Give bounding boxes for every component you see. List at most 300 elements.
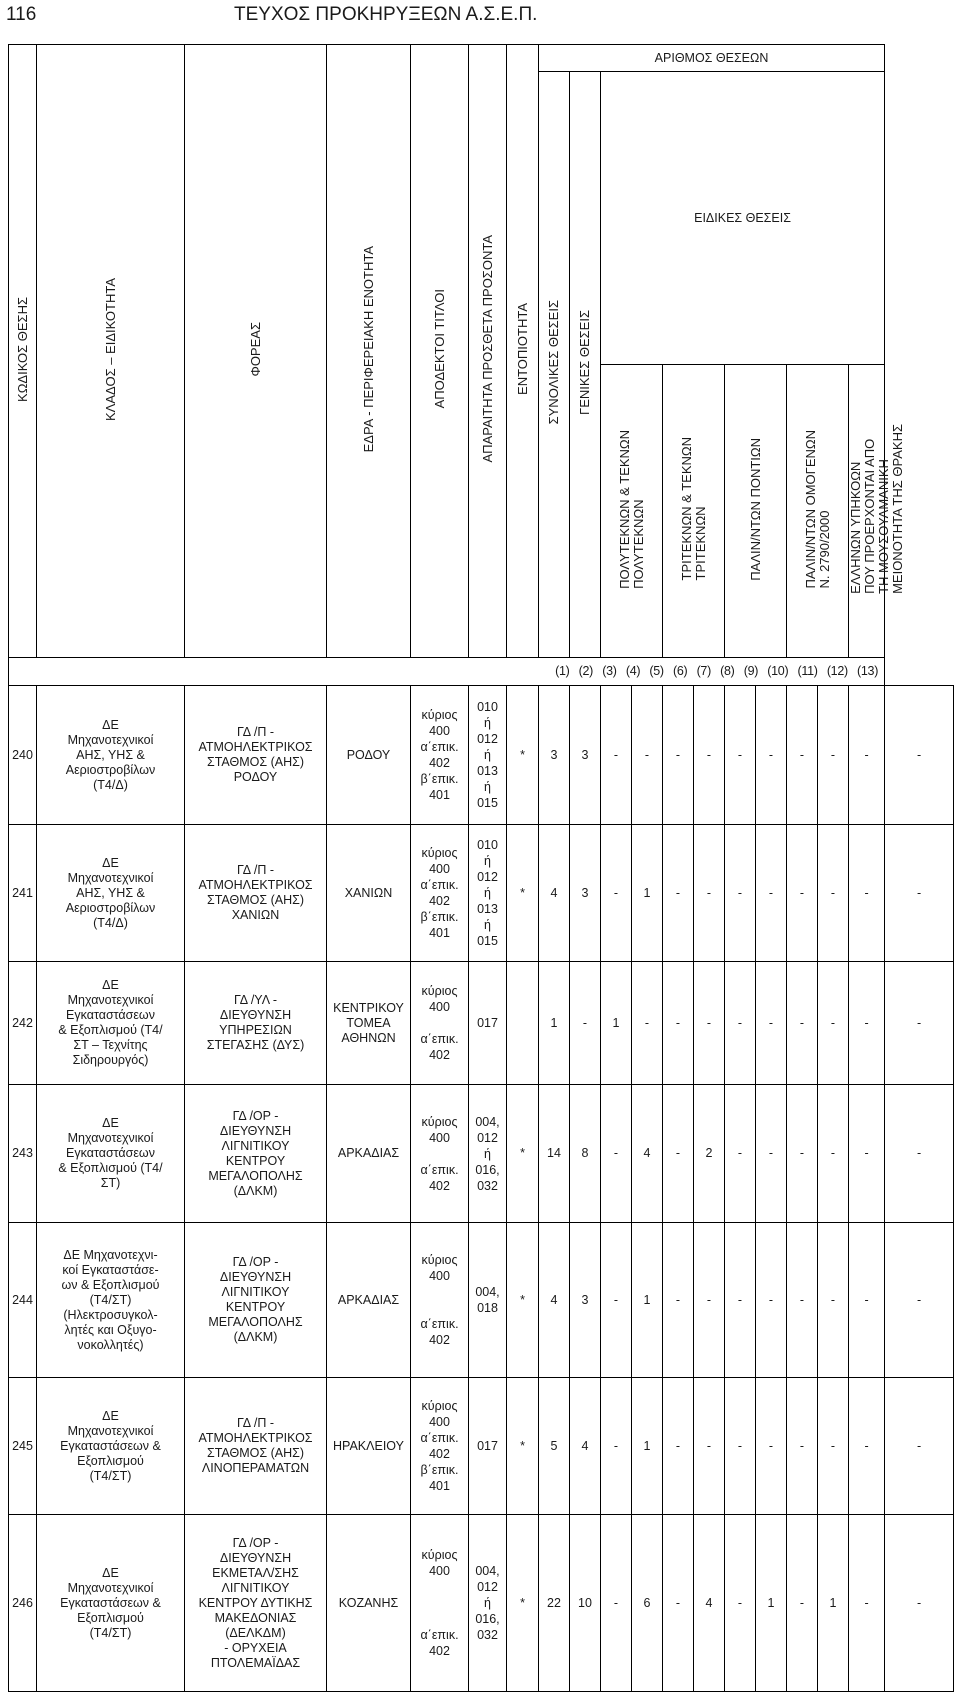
count-cell: 2 — [694, 1085, 725, 1223]
header-agency-cell — [185, 45, 327, 658]
count-cell: - — [756, 962, 787, 1085]
branch-line: Εξοπλισμού — [77, 1610, 144, 1625]
count-cell: - — [787, 962, 818, 1085]
agency-cell — [185, 1085, 327, 1223]
title-line: κύριος — [421, 846, 458, 860]
header-seat: ΕΔΡΑ - ΠΕΡΙΦΕΡΕΙΑΚΗ ΕΝΟΤΗΤΑ — [360, 245, 376, 453]
header-total: ΣΥΝΟΛΙΚΕΣ ΘΕΣΕΙΣ — [546, 300, 561, 425]
header-branch: ΚΛΑΔΟΣ – ΕΙΔΙΚΟΤΗΤΑ — [102, 277, 118, 421]
count-cell: - — [885, 962, 954, 1085]
count-cell: - — [725, 825, 756, 962]
agency-line: ΛΙΓΝΙΤΙΚΟΥ — [221, 1580, 290, 1595]
position-code: 244 — [9, 1223, 37, 1378]
titles-cell — [411, 1223, 469, 1378]
title-line — [411, 1579, 468, 1595]
count-cell: - — [818, 686, 849, 825]
extra-line: 012 — [477, 732, 498, 746]
agency-line: ΔΙΕΥΘΥΝΣΗ — [219, 1008, 292, 1022]
branch-line: Εγκαταστάσεων — [66, 1008, 155, 1022]
count-cell: 1 — [601, 962, 632, 1085]
branch-line: Αεριοστροβίλων — [65, 762, 156, 777]
count-cell: - — [818, 962, 849, 1085]
title-line — [411, 1595, 468, 1611]
count-cell: - — [601, 1085, 632, 1223]
header-thrace: ΕΛΛΗΝΩΝ ΥΠΗΚΟΩΝ ΠΟΥ ΠΡΟΕΡΧΟΝΤΑΙ ΑΠΟ ΤΗ ΜΟΥΣΟΥΛΜΑΝΙΚΗ ΜΕΙΟΝΟΤΗΤΑ ΤΗΣ ΘΡΑΚΗΣ — [848, 424, 905, 594]
count-cell: - — [787, 1223, 818, 1378]
branch-line: Σιδηρουργός) — [72, 1053, 149, 1067]
count-cell: - — [849, 1515, 885, 1692]
extra-line: 032 — [477, 1178, 498, 1193]
table-row — [9, 1223, 954, 1378]
branch-cell — [37, 825, 185, 962]
count-cell: - — [849, 825, 885, 962]
table-body — [9, 686, 954, 1692]
header-row-group — [9, 45, 954, 72]
extra-cell — [469, 1378, 507, 1515]
seat-cell — [327, 1378, 411, 1515]
agency-line: ΥΠΗΡΕΣΙΩΝ — [219, 1023, 292, 1037]
extra-line: ή — [484, 1146, 491, 1161]
locality-cell: * — [507, 686, 539, 825]
branch-line: (Τ4/ΣΤ) — [89, 1292, 132, 1307]
extra-line: 016, — [475, 1612, 500, 1626]
agency-line: ΕΚΜΕΤΑΛ/ΣΗΣ — [212, 1565, 299, 1580]
count-cell: 1 — [632, 1378, 663, 1515]
count-cell: 22 — [539, 1515, 570, 1692]
title-line: 402 — [429, 1048, 450, 1062]
extra-cell — [469, 1223, 507, 1378]
title-line: 402 — [429, 756, 450, 770]
title-line: 402 — [429, 1644, 450, 1658]
count-cell: - — [663, 1085, 694, 1223]
header-pontion-cell — [725, 365, 787, 658]
title-line: 400 — [429, 1269, 450, 1283]
agency-line: (ΔΛΚΜ) — [233, 1183, 278, 1198]
seat-cell — [327, 686, 411, 825]
titles-cell — [411, 1378, 469, 1515]
count-cell: - — [756, 1223, 787, 1378]
count-cell: 3 — [570, 686, 601, 825]
count-cell: - — [663, 1223, 694, 1378]
count-cell: - — [818, 1378, 849, 1515]
count-cell: 3 — [570, 1223, 601, 1378]
count-cell: 8 — [570, 1085, 601, 1223]
agency-line: ΡΟΔΟΥ — [233, 770, 278, 784]
extra-line: 017 — [477, 1439, 498, 1453]
titles-cell — [411, 825, 469, 962]
agency-line: ΑΤΜΟΗΛΕΚΤΡΙΚΟΣ — [198, 740, 313, 754]
count-cell: 1 — [818, 1515, 849, 1692]
branch-line: Εγκαταστάσεων — [66, 1146, 155, 1160]
title-line: 400 — [429, 1130, 450, 1145]
page-number: 116 — [6, 4, 37, 25]
title-line: α΄επικ. — [420, 1032, 459, 1046]
column-number: (2) — [578, 664, 594, 678]
branch-line: Αεριοστροβίλων — [65, 900, 156, 915]
title-line: β΄επικ. — [420, 910, 459, 924]
column-number: (5) — [649, 664, 664, 678]
header-agency: ΦΟΡΕΑΣ — [247, 321, 263, 377]
branch-line: ΑΗΣ, ΥΗΣ & — [76, 747, 145, 762]
count-cell: - — [849, 686, 885, 825]
column-number: (7) — [696, 664, 711, 678]
header-general: ΓΕΝΙΚΕΣ ΘΕΣΕΙΣ — [577, 310, 592, 415]
title-line: 400 — [429, 1415, 450, 1429]
count-cell: - — [601, 1223, 632, 1378]
title-line: β΄επικ. — [420, 772, 459, 786]
title-line: α΄επικ. — [420, 878, 459, 892]
branch-line: ΔΕ — [102, 855, 119, 870]
agency-line: ΜΕΓΑΛΟΠΟΛΗΣ — [208, 1315, 303, 1329]
branch-line: & Εξοπλισμού (Τ4/ — [58, 1023, 163, 1037]
branch-line: ΣΤ – Τεχνίτης — [73, 1038, 148, 1052]
count-cell: - — [725, 686, 756, 825]
count-cell: - — [818, 1085, 849, 1223]
count-cell: 1 — [539, 962, 570, 1085]
title-line: κύριος — [421, 1114, 458, 1129]
header-omogenon-cell — [787, 365, 849, 658]
count-cell: - — [885, 686, 954, 825]
title-line: κύριος — [421, 1253, 458, 1267]
count-cell: - — [601, 1515, 632, 1692]
column-number: (10) — [767, 664, 789, 678]
agency-line: ΓΔ /Π - — [236, 725, 274, 739]
count-cell: - — [725, 1085, 756, 1223]
header-special-group: ΕΙΔΙΚΕΣ ΘΕΣΕΙΣ — [601, 72, 885, 365]
agency-cell — [185, 1515, 327, 1692]
position-code: 240 — [9, 686, 37, 825]
seat-line: ΗΡΑΚΛΕΙΟΥ — [333, 1438, 404, 1453]
extra-cell — [469, 1085, 507, 1223]
table-row — [9, 1378, 954, 1515]
count-cell: - — [632, 962, 663, 1085]
extra-line: 013 — [477, 764, 498, 778]
count-cell: - — [663, 686, 694, 825]
title-line: 401 — [429, 788, 450, 802]
column-number-row — [9, 658, 954, 686]
extra-line: 012 — [477, 1130, 498, 1145]
count-cell: - — [632, 686, 663, 825]
branch-line: Μηχανοτεχνικοί — [67, 1131, 154, 1145]
branch-cell — [37, 1085, 185, 1223]
header-code: ΚΩΔΙΚΟΣ ΘΕΣΗΣ — [14, 296, 30, 402]
seat-line: ΚΕΝΤΡΙΚΟΥ — [333, 1000, 404, 1015]
titles-cell — [411, 686, 469, 825]
agency-line: ΚΕΝΤΡΟΥ — [225, 1153, 286, 1168]
branch-line: κοί Εγκαταστάσε- — [62, 1262, 159, 1277]
branch-line: & Εξοπλισμού (Τ4/ — [58, 1161, 163, 1175]
agency-line: ΔΙΕΥΘΥΝΣΗ — [219, 1123, 292, 1138]
extra-line: 017 — [477, 1016, 498, 1030]
count-cell: - — [663, 962, 694, 1085]
seat-cell — [327, 825, 411, 962]
titles-cell — [411, 1085, 469, 1223]
title-line — [411, 1300, 468, 1316]
count-cell: - — [787, 1378, 818, 1515]
agency-line: ΚΕΝΤΡΟΥ — [225, 1300, 286, 1314]
header-total-cell — [539, 72, 570, 658]
header-pontion: ΠΑΛΙΝ/ΝΤΩΝ ΠΟΝΤΙΩΝ — [747, 437, 763, 581]
count-cell: 4 — [694, 1515, 725, 1692]
locality-cell: * — [507, 1378, 539, 1515]
count-cell: - — [787, 1515, 818, 1692]
branch-line: Μηχανοτεχνικοί — [67, 870, 154, 885]
extra-line: ή — [484, 918, 491, 932]
column-number: (4) — [625, 664, 641, 678]
header-code-cell — [9, 45, 37, 658]
position-code: 243 — [9, 1085, 37, 1223]
count-cell: - — [694, 686, 725, 825]
column-numbers — [9, 658, 885, 686]
table-row — [9, 686, 954, 825]
count-cell: 4 — [632, 1085, 663, 1223]
header-locality-cell — [507, 45, 539, 658]
agency-line: ΓΔ /Π - — [236, 1416, 274, 1430]
count-cell: - — [849, 1085, 885, 1223]
table-row — [9, 962, 954, 1085]
branch-line: (Τ4/ΣΤ) — [89, 1468, 132, 1483]
page-header — [0, 0, 960, 30]
extra-line: ή — [484, 886, 491, 900]
agency-line: ΛΙΓΝΙΤΙΚΟΥ — [221, 1285, 290, 1299]
header-polyteknon: ΠΟΛΥΤΕΚΝΩΝ & ΤΕΚΝΩΝ ΠΟΛΥΤΕΚΝΩΝ — [616, 429, 646, 589]
branch-line: ΔΕ — [102, 1565, 119, 1580]
title-line: 400 — [429, 1000, 450, 1014]
extra-line: 010 — [477, 700, 498, 714]
title-line — [411, 1015, 468, 1031]
agency-line: ΛΙΓΝΙΤΙΚΟΥ — [221, 1138, 290, 1153]
count-cell: - — [787, 686, 818, 825]
position-code: 241 — [9, 825, 37, 962]
count-cell: - — [725, 962, 756, 1085]
branch-line: (Τ4/ΣΤ) — [89, 1625, 132, 1640]
agency-line: ΔΙΕΥΘΥΝΣΗ — [219, 1270, 292, 1284]
branch-cell — [37, 962, 185, 1085]
column-number: (3) — [602, 664, 617, 678]
title-line: κύριος — [421, 708, 458, 722]
branch-line: (Τ4/Δ) — [93, 777, 128, 792]
title-line: κύριος — [421, 1548, 458, 1562]
column-number: (1) — [555, 664, 570, 678]
count-cell: - — [818, 1223, 849, 1378]
position-code: 246 — [9, 1515, 37, 1692]
extra-line: 032 — [477, 1628, 498, 1642]
header-polyteknon-cell — [601, 365, 663, 658]
extra-line: 004, — [475, 1114, 500, 1129]
header-omogenon: ΠΑΛΙΝ/ΝΤΩΝ ΟΜΟΓΕΝΩΝ Ν. 2790/2000 — [802, 429, 832, 589]
agency-line: ΜΑΚΕΔΟΝΙΑΣ — [214, 1610, 297, 1625]
extra-line: ή — [484, 748, 491, 762]
extra-line: 012 — [477, 1580, 498, 1594]
agency-line: ΧΑΝΙΩΝ — [231, 908, 280, 922]
column-number: (9) — [743, 664, 759, 678]
agency-line: ΓΔ /ΥΛ - — [233, 993, 278, 1007]
extra-line: 004, — [475, 1285, 500, 1299]
agency-cell — [185, 1378, 327, 1515]
agency-line: - ΟΡΥΧΕΙΑ — [224, 1640, 287, 1655]
branch-line: ΔΕ — [102, 1116, 119, 1130]
count-cell: 1 — [756, 1515, 787, 1692]
count-cell: - — [725, 1378, 756, 1515]
title-line: α΄επικ. — [420, 1162, 459, 1177]
header-seat-cell — [327, 45, 411, 658]
agency-line: ΓΔ /Π - — [236, 863, 274, 877]
locality-cell: * — [507, 1223, 539, 1378]
count-cell: - — [663, 825, 694, 962]
position-code: 245 — [9, 1378, 37, 1515]
agency-line: ΚΕΝΤΡΟΥ ΔΥΤΙΚΗΣ — [198, 1595, 313, 1610]
count-cell: 6 — [632, 1515, 663, 1692]
branch-line: ΔΕ — [102, 1408, 119, 1423]
count-cell: - — [849, 1223, 885, 1378]
branch-line: λητές και Οξυγο- — [64, 1322, 157, 1337]
locality-cell: * — [507, 825, 539, 962]
branch-line: ΔΕ — [102, 978, 119, 992]
positions-table — [8, 44, 954, 1692]
seat-cell — [327, 1085, 411, 1223]
count-cell: 4 — [539, 825, 570, 962]
count-cell: - — [694, 1378, 725, 1515]
count-cell: - — [756, 1378, 787, 1515]
header-triteknon-cell — [663, 365, 725, 658]
count-cell: - — [601, 825, 632, 962]
count-cell: - — [756, 1085, 787, 1223]
count-cell: 1 — [632, 1223, 663, 1378]
count-cell: - — [849, 1378, 885, 1515]
agency-cell — [185, 686, 327, 825]
count-cell: - — [787, 825, 818, 962]
branch-cell — [37, 1378, 185, 1515]
title-line: β΄επικ. — [420, 1463, 459, 1477]
count-cell: - — [849, 962, 885, 1085]
branch-line: (Ηλεκτροσυγκολ- — [63, 1307, 158, 1322]
seat-line: ΚΟΖΑΝΗΣ — [338, 1595, 399, 1610]
agency-line: ΑΤΜΟΗΛΕΚΤΡΙΚΟΣ — [198, 1431, 313, 1445]
count-cell: 3 — [539, 686, 570, 825]
column-number: (6) — [672, 664, 688, 678]
header-positions-group: ΑΡΙΘΜΟΣ ΘΕΣΕΩΝ — [539, 45, 885, 72]
extra-cell — [469, 1515, 507, 1692]
count-cell: - — [756, 686, 787, 825]
count-cell: 10 — [570, 1515, 601, 1692]
header-thrace-cell — [848, 365, 905, 658]
extra-line: 016, — [475, 1162, 500, 1177]
agency-cell — [185, 962, 327, 1085]
header-branch-cell — [37, 45, 185, 658]
table-row — [9, 825, 954, 962]
title-line: 401 — [429, 926, 450, 940]
branch-line: (Τ4/Δ) — [93, 915, 128, 930]
extra-cell — [469, 686, 507, 825]
title-line: 400 — [429, 862, 450, 876]
seat-line: ΑΡΚΑΔΙΑΣ — [337, 1292, 400, 1307]
table-header — [9, 45, 954, 686]
title-line: 402 — [429, 894, 450, 908]
extra-line: 010 — [477, 838, 498, 852]
seat-cell — [327, 1515, 411, 1692]
header-triteknon: ΤΡΙΤΕΚΝΩΝ & ΤΕΚΝΩΝ ΤΡΙΤΕΚΝΩΝ — [678, 437, 708, 581]
locality-cell — [507, 962, 539, 1085]
branch-line: Μηχανοτεχνικοί — [67, 1580, 154, 1595]
extra-line: 012 — [477, 870, 498, 884]
locality-cell: * — [507, 1515, 539, 1692]
seat-line: ΡΟΔΟΥ — [346, 747, 391, 762]
titles-cell — [411, 962, 469, 1085]
branch-line: Μηχανοτεχνικοί — [67, 1423, 154, 1438]
extra-line: ή — [484, 716, 491, 730]
count-cell: - — [818, 825, 849, 962]
title-line: 401 — [429, 1479, 450, 1493]
count-cell: - — [694, 825, 725, 962]
title-line: κύριος — [421, 1399, 458, 1413]
extra-line: 013 — [477, 902, 498, 916]
agency-line: ΣΤΕΓΑΣΗΣ (ΔΥΣ) — [206, 1038, 305, 1052]
seat-line: ΤΟΜΕΑ — [346, 1015, 391, 1030]
title-line: κύριος — [421, 984, 458, 998]
count-cell: - — [885, 1515, 954, 1692]
header-extra-cell — [469, 45, 507, 658]
title-line: 400 — [429, 724, 450, 738]
count-cell: - — [885, 825, 954, 962]
agency-line: ΛΙΝΟΠΕΡΑΜΑΤΩΝ — [201, 1461, 310, 1475]
extra-cell — [469, 962, 507, 1085]
agency-line: ΔΙΕΥΘΥΝΣΗ — [219, 1550, 292, 1565]
header-titles-cell — [411, 45, 469, 658]
count-cell: - — [885, 1085, 954, 1223]
title-line: 400 — [429, 1564, 450, 1578]
branch-line: ων & Εξοπλισμού — [61, 1277, 160, 1292]
title-line — [411, 1146, 468, 1162]
branch-line: ΔΕ Μηχανοτεχνι- — [63, 1247, 158, 1262]
extra-line: 018 — [477, 1301, 498, 1315]
locality-cell: * — [507, 1085, 539, 1223]
agency-line: ΓΔ /ΟΡ - — [232, 1255, 279, 1269]
seat-cell — [327, 962, 411, 1085]
agency-line: ΓΔ /ΟΡ - — [232, 1108, 279, 1123]
title-line: α΄επικ. — [420, 1317, 459, 1331]
count-cell: - — [725, 1515, 756, 1692]
title-line: 402 — [429, 1178, 450, 1193]
count-cell: - — [601, 686, 632, 825]
branch-cell — [37, 1515, 185, 1692]
titles-cell — [411, 1515, 469, 1692]
agency-line: ΠΤΟΛΕΜΑΪΔΑΣ — [210, 1655, 301, 1670]
count-cell: - — [570, 962, 601, 1085]
count-cell: - — [787, 1085, 818, 1223]
count-cell: 14 — [539, 1085, 570, 1223]
extra-line: ή — [484, 780, 491, 794]
agency-line: ΣΤΑΘΜΟΣ (ΑΗΣ) — [207, 1446, 304, 1460]
count-cell: - — [756, 825, 787, 962]
agency-line: (ΔΕΛΚΔΜ) — [225, 1625, 286, 1640]
table-row — [9, 1085, 954, 1223]
count-cell: - — [663, 1378, 694, 1515]
branch-line: νοκολλητές) — [77, 1337, 144, 1352]
header-locality: ΕΝΤΟΠΙΟΤΗΤΑ — [514, 303, 530, 395]
extra-line: 015 — [477, 796, 498, 810]
count-cell: 3 — [570, 825, 601, 962]
branch-cell — [37, 686, 185, 825]
seat-line: ΑΘΗΝΩΝ — [341, 1030, 396, 1045]
count-cell: 4 — [570, 1378, 601, 1515]
count-cell: 5 — [539, 1378, 570, 1515]
extra-line: ή — [484, 1596, 491, 1610]
seat-cell — [327, 1223, 411, 1378]
branch-line: Μηχανοτεχνικοί — [67, 993, 154, 1007]
seat-line: ΑΡΚΑΔΙΑΣ — [337, 1146, 400, 1160]
column-number: (13) — [857, 664, 879, 678]
count-cell: 4 — [539, 1223, 570, 1378]
